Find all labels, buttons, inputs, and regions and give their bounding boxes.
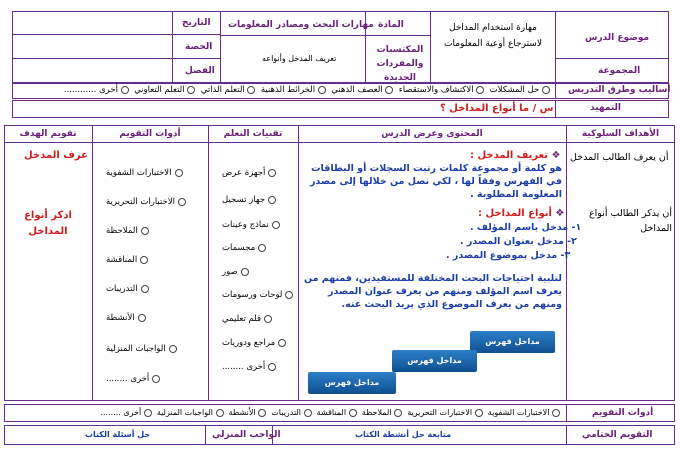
technique-item[interactable]: أجهزة عرض <box>222 168 276 178</box>
step-title: مداخل فهرس العنوان <box>392 350 477 372</box>
section-label: الفصل <box>185 66 215 76</box>
intro-row <box>12 100 669 118</box>
assessment-goal-2: اذكر أنواع المداخل <box>24 210 72 237</box>
technique-item[interactable]: قلم تعليمي <box>222 314 272 324</box>
method-item[interactable]: الاكتشاف والاستقصاء <box>399 85 484 95</box>
method-item[interactable]: الخرائط الذهنية <box>261 85 326 95</box>
subject-value: مهارات البحث ومصادر المعلومات <box>228 20 374 30</box>
group-label: المجموعة <box>598 66 641 76</box>
def-title: ❖ تعريف المدخل : <box>470 150 561 161</box>
method-item[interactable]: حل المشكلات <box>490 85 550 95</box>
assessment-tool-item[interactable]: أخرى ........ <box>106 374 160 384</box>
reason-text: لتلبية احتياجات البحث المختلفة للمستفيدين، فمنهم من يعرف اسم المؤلف ومنهم من يعرف عنوان المصدر ومنهم من يعرف الموضوع الذي يريد البحث عنه. <box>304 273 562 310</box>
methods-list <box>60 85 550 97</box>
final-assessment-label: التقويم الختامي <box>582 430 653 440</box>
assessment-tool-item[interactable]: الملاحظة <box>106 226 149 236</box>
step-subject: مداخل فهرس الموضوع <box>308 372 396 394</box>
class-label: الحصة <box>185 42 213 52</box>
method-item[interactable]: التعلم الذاتي <box>201 85 256 95</box>
method-item[interactable]: العصف الذهني <box>331 85 393 95</box>
method-item[interactable]: التعلم التعاوني <box>134 85 195 95</box>
final-assessment-value: متابعة حل أنشطة الكتاب <box>355 430 452 439</box>
date-label: التاريخ <box>182 18 211 28</box>
footer-tools-list <box>100 408 560 417</box>
footer-tool-item[interactable]: الأنشطة <box>229 408 267 417</box>
intro-value: س / ما أنواع المداخل ؟ <box>440 103 554 114</box>
gains-label: المكتسبات والمفردات الجديدة <box>376 45 424 83</box>
assessment-tool-item[interactable]: الواجبات المنزلية <box>106 344 177 354</box>
method-item[interactable]: أخرى ............ <box>64 85 129 95</box>
type-3: ٣- مدخل بموضوع المصدر . <box>446 250 571 261</box>
objective-1: أن يعرف الطالب المدخل <box>570 152 669 163</box>
footer-tool-item[interactable]: أخرى ........ <box>100 408 151 417</box>
col-objectives: الأهداف السلوكية <box>581 129 660 139</box>
col-content: المحتوى وعرض الدرس <box>381 129 483 139</box>
def-text: هو كلمة أو مجموعة كلمات رتبت السجلات أو البطاقات في الفهرس وفقاً لها ، لكي نصل من خلالها إلى مصدر المعلومة المطلوبة . <box>309 163 562 200</box>
col-techniques: تقنيات التعلم <box>223 129 283 139</box>
objective-2: أن يذكر الطالب أنواع المداخل <box>588 208 672 234</box>
technique-item[interactable]: نماذج وعينات <box>222 220 280 230</box>
footer-tool-item[interactable]: الاختبارات الشفوية <box>488 408 560 417</box>
lesson-topic-label: موضوع الدرس <box>585 33 650 43</box>
assessment-tool-item[interactable]: الاختبارات الشفوية <box>106 168 183 178</box>
technique-item[interactable]: لوحات ورسومات <box>222 290 293 300</box>
assessment-tool-item[interactable]: المناقشة <box>106 255 148 265</box>
technique-item[interactable]: صور <box>222 267 249 277</box>
technique-item[interactable]: جهاز تسجيل <box>222 195 276 205</box>
technique-item[interactable]: أخرى ........ <box>222 362 276 372</box>
assessment-tool-item[interactable]: الاختبارات التحريرية <box>106 197 186 207</box>
homework-label: الواجب المنزلي <box>212 430 281 440</box>
footer-tool-item[interactable]: التدريبات <box>271 408 311 417</box>
technique-item[interactable]: مراجع ودوريات <box>222 338 286 348</box>
lesson-topic-value: مهارة استخدام المداخل لاسترجاع أوعية المعلومات <box>444 23 542 49</box>
subject-label: المادة <box>378 20 404 30</box>
types-title: ❖ أنواع المداخل : <box>478 208 565 219</box>
col-assessment-tools: أدوات التقويم <box>119 129 181 139</box>
step-author: مداخل فهرس المؤلف <box>470 331 555 353</box>
footer-tool-item[interactable]: الملاحظة <box>362 408 402 417</box>
homework-value: حل أسئلة الكتاب <box>85 430 151 439</box>
footer-tool-item[interactable]: الاختبارات التحريرية <box>407 408 483 417</box>
technique-item[interactable]: مجسمات <box>222 243 266 253</box>
intro-label: التمهيد <box>590 103 621 113</box>
footer-tool-item[interactable]: المناقشة <box>317 408 357 417</box>
type-2: ٢- مدخل بعنوان المصدر . <box>460 236 577 247</box>
type-1: ١- مدخل باسم المؤلف . <box>470 222 582 233</box>
col-assessment-goal: تقويم الهدف <box>19 129 77 139</box>
footer-tool-item[interactable]: الواجبات المنزلية <box>157 408 224 417</box>
methods-label: أساليب وطرق التدريس <box>568 85 671 95</box>
gains-value: تعريف المدخل وأنواعه <box>262 54 337 63</box>
assessment-tool-item[interactable]: الأنشطة <box>106 313 146 323</box>
assessment-goal-1: عرف المدخل <box>24 150 88 161</box>
footer-tools-label: أدوات التقويم <box>592 408 654 418</box>
assessment-tool-item[interactable]: التدريبات <box>106 284 149 294</box>
